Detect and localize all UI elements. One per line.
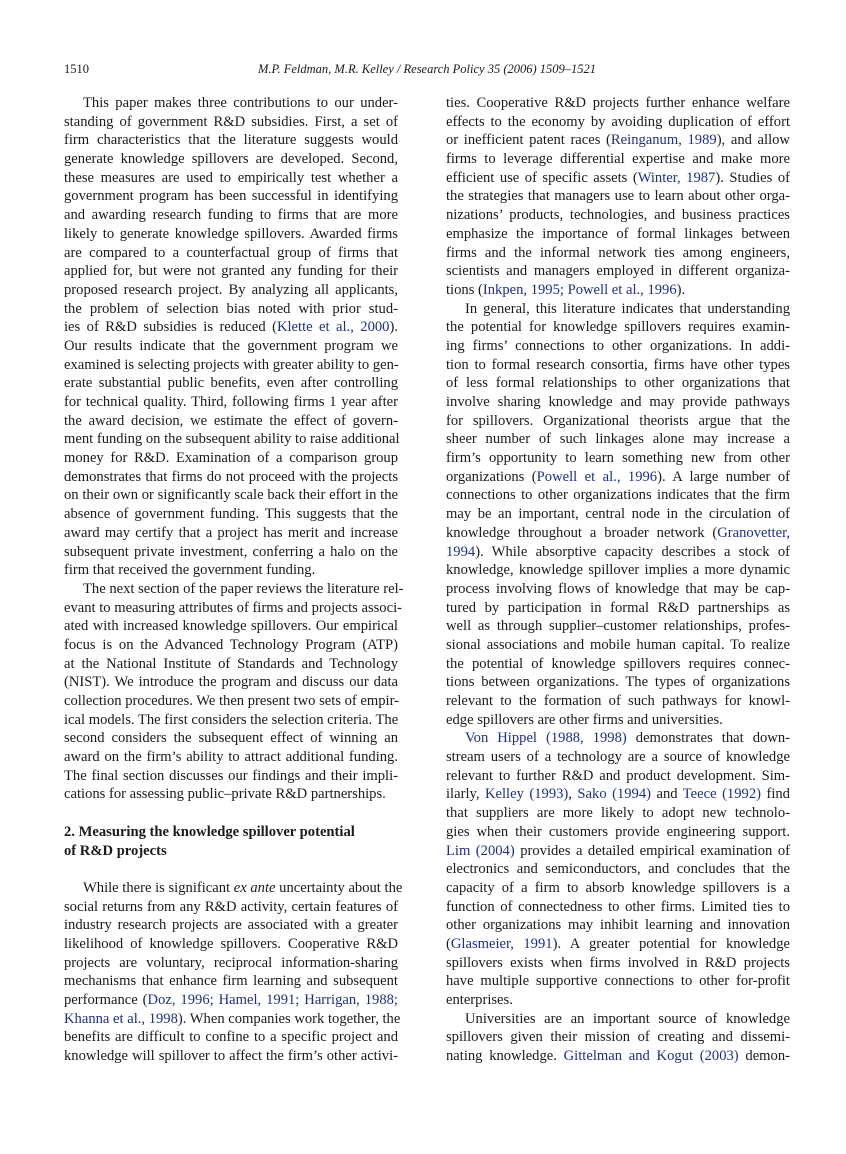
text-line: gies when their customers provide engineering support. xyxy=(446,823,790,840)
text-line: knowledge throughout a broader network (Granovetter, xyxy=(446,524,790,541)
text-line: ment funding on the subsequent ability to raise additional xyxy=(64,431,400,448)
text-line: ing firms’ connections to other organizations. In addi- xyxy=(446,337,790,354)
text-line: tions (Inkpen, 1995; Powell et al., 1996). xyxy=(446,281,686,298)
text-line: emphasize the importance of formal linkages between xyxy=(446,225,790,242)
text-line: Von Hippel (1988, 1998) demonstrates that down- xyxy=(465,730,790,747)
text-line: relevant to the formation of such pathways for knowl- xyxy=(446,693,790,709)
text-line: electronics and semiconductors, and concludes that the xyxy=(446,861,790,878)
text-line: ilarly, Kelley (1993), Sako (1994) and Teece (1992) find xyxy=(446,786,790,803)
text-line: these measures are used to empirically test whether a xyxy=(64,169,398,186)
text-line: firm characteristics that the literature suggests would xyxy=(64,132,398,149)
text-line: benefits are difficult to confine to a specific project and xyxy=(64,1029,398,1046)
paragraph-ex-ante xyxy=(64,879,403,1066)
text-line: award on the firm’s ability to attract additional funding. xyxy=(64,749,398,766)
spacer xyxy=(64,804,398,823)
section-heading xyxy=(64,823,398,860)
left-column xyxy=(64,94,404,1066)
text-line: connections to other organizations indicates that the firm xyxy=(446,487,790,504)
citation-link-gittelman-kogut-2003[interactable]: Gittelman and Kogut (2003) xyxy=(563,1048,739,1065)
text-line: (Glasmeier, 1991). A greater potential for knowledge xyxy=(446,935,791,952)
section-heading-line: 2. Measuring the knowledge spillover potential xyxy=(64,823,355,840)
citation-link-powell-1996[interactable]: Powell et al., 1996 xyxy=(536,468,658,485)
text-line: capacity of a firm to absorb knowledge spillovers is a xyxy=(446,879,790,896)
citation-link-inkpen-powell[interactable]: Inkpen, 1995; Powell et al., 1996 xyxy=(482,281,677,298)
text-line: stream users of a technology are a source of knowledge xyxy=(446,749,790,766)
text-line: the strategies that managers use to learn about other orga- xyxy=(446,188,790,205)
text-line: may be an important, central node in the circulation of xyxy=(446,506,790,523)
running-title: M.P. Feldman, M.R. Kelley / Research Policy 35 (2006) 1509–1521 xyxy=(257,62,597,76)
paragraph-in-general xyxy=(446,300,790,730)
text-line: have multiple supportive connections to other for-profit xyxy=(446,973,790,990)
text-line: nizations’ products, technologies, and business practices xyxy=(446,207,790,224)
text-line: well as through supplier–customer relationships, profes- xyxy=(446,618,790,635)
text-line: (NIST). We introduce the program and discuss our data xyxy=(64,674,398,691)
text-line: that suppliers are more likely to adopt new technolo- xyxy=(446,805,790,822)
text-line: cations for assessing public–private R&D partnerships. xyxy=(64,786,386,803)
paragraph-cooperative-continued xyxy=(446,94,790,300)
text-line: proposed research project. By analyzing all applicants, xyxy=(64,281,398,298)
citation-link-klette-2000[interactable]: Klette et al., 2000 xyxy=(276,319,390,336)
text-line: firms to leverage differential expertise and make more xyxy=(446,151,790,168)
text-line: are compared to a counterfactual group of firms that xyxy=(64,244,398,261)
text-line: edge spillovers are other firms and universities. xyxy=(446,711,723,728)
paragraph-universities xyxy=(446,1010,790,1066)
text-line: Universities are an important source of knowledge xyxy=(465,1010,790,1027)
citation-link-kelley-1993[interactable]: Kelley (1993) xyxy=(484,786,569,803)
text-line: absence of government funding. This suggests that the xyxy=(64,506,398,523)
text-line: government program has been successful in identifying xyxy=(64,188,398,205)
text-line: focus is on the Advanced Technology Program (ATP) xyxy=(64,636,398,653)
text-line: industry research projects are associated with a greater xyxy=(64,917,398,934)
text-line: on their own or significantly scale back their effort in the xyxy=(64,487,398,504)
text-line: ical models. The first considers the selection criteria. The xyxy=(64,711,399,728)
text-line: demonstrates that firms do not proceed with the projects xyxy=(64,468,398,485)
text-line: award may certify that a project has merit and increase xyxy=(64,524,398,541)
text-line: the potential for knowledge spillovers requires examin- xyxy=(446,319,790,336)
text-line: at the National Institute of Standards and Technology xyxy=(64,655,398,672)
citation-link-winter-1987[interactable]: Winter, 1987 xyxy=(637,169,716,186)
text-line: The final section discusses our findings and their impli- xyxy=(64,767,398,784)
text-line: spillovers exists when firms involved in R&D projects xyxy=(446,954,790,971)
text-line: spillovers given their mission of creating and dissemi- xyxy=(446,1029,790,1046)
text-line: sional associations and mobile human capital. To realize xyxy=(446,636,790,653)
text-line: likely to generate knowledge spillovers. Awarded firms xyxy=(64,225,398,242)
text-line: While there is significant ex ante uncertainty about the xyxy=(83,879,403,896)
text-line: of less formal relationships to other organizations that xyxy=(446,375,790,392)
text-line: the award decision, we estimate the effect of govern- xyxy=(64,412,398,429)
page-number: 1510 xyxy=(64,62,89,76)
citation-link-doz-hamel-harrigan[interactable]: Doz, 1996; Hamel, 1991; Harrigan, 1988; xyxy=(147,992,398,1008)
text-line: second considers the subsequent effect of winning an xyxy=(64,730,398,747)
citation-link-von-hippel[interactable]: Von Hippel (1988, 1998) xyxy=(465,730,627,747)
text-line: social returns from any R&D activity, certain features of xyxy=(64,898,398,915)
text-line: and awarding research funding to firms that are more xyxy=(64,207,398,224)
citation-link-granovetter-1994[interactable]: Granovetter, xyxy=(717,524,790,541)
text-line: 1994). While absorptive capacity describes a stock of xyxy=(446,543,790,560)
text-line: The next section of the paper reviews the literature rel- xyxy=(83,580,404,597)
text-line: ated with increased knowledge spillovers. Our empirical xyxy=(64,618,398,635)
text-line: examined is selecting projects with greater ability to gen- xyxy=(64,356,399,373)
text-line: for spillovers. Organizational theorists argue that the xyxy=(446,412,790,429)
right-column xyxy=(446,94,790,1066)
text-line: likelihood of knowledge spillovers. Cooperative R&D xyxy=(64,935,398,952)
paragraph-contributions xyxy=(64,94,398,580)
text-line: organizations (Powell et al., 1996). A large number of xyxy=(446,468,790,485)
text-line: erate substantial public benefits, even after controlling xyxy=(64,375,398,392)
text-line: nating knowledge. Gittelman and Kogut (2003) demon- xyxy=(446,1048,790,1065)
text-line: enterprises. xyxy=(446,992,513,1008)
section-heading-line: of R&D projects xyxy=(64,842,167,859)
text-line: the potential of knowledge spillovers requires connec- xyxy=(446,655,790,672)
paragraph-von-hippel xyxy=(446,729,790,1009)
text-line: tions between organizations. The types of organizations xyxy=(446,674,790,691)
text-line: efficient use of specific assets (Winter, 1987). Studies of xyxy=(446,169,790,186)
text-line: Our results indicate that the government program we xyxy=(64,337,398,354)
paragraph-next-section xyxy=(64,580,404,804)
citation-link-sako-1994[interactable]: Sako (1994) xyxy=(577,786,651,803)
text-line: firm’s opportunity to learn something new from other xyxy=(446,450,790,467)
text-line: effects to the economy by avoiding duplication of effort xyxy=(446,113,790,130)
text-line: evant to measuring attributes of firms and projects associ- xyxy=(64,599,402,616)
text-line: firm that received the government funding. xyxy=(64,562,316,579)
citation-link-lim-2004[interactable]: Lim (2004) xyxy=(446,842,515,859)
text-line: function of connectedness to other firms. Limited ties to xyxy=(446,898,790,915)
text-line: collection procedures. We then present two sets of empir- xyxy=(64,693,400,709)
text-line: sheer number of such linkages alone may increase a xyxy=(446,431,790,448)
text-line: performance (Doz, 1996; Hamel, 1991; Harrigan, 1988; xyxy=(64,992,398,1008)
citation-link-reinganum-1989[interactable]: Reinganum, 1989 xyxy=(610,132,717,149)
text-line: process involving flows of knowledge that may be cap- xyxy=(446,580,790,597)
text-line: tion to formal research consortia, firms have other types xyxy=(446,356,790,373)
text-line: relevant to further R&D and product development. Sim- xyxy=(446,767,790,784)
text-line: scientists and managers employed in different organiza- xyxy=(446,263,790,280)
text-line: ties. Cooperative R&D projects further enhance welfare xyxy=(446,95,790,111)
text-line: Khanna et al., 1998). When companies work together, the xyxy=(64,1010,401,1027)
running-header xyxy=(64,62,790,82)
text-line: This paper makes three contributions to our under- xyxy=(83,95,398,111)
text-line: In general, this literature indicates that understanding xyxy=(465,300,790,317)
text-line: for technical quality. Third, following firms 1 year after xyxy=(64,394,398,410)
text-line: knowledge, knowledge spillover implies a more dynamic xyxy=(446,562,790,579)
text-line: or inefficient patent races (Reinganum, 1989), and allow xyxy=(446,132,790,149)
text-line: firms and the informal network ties among engineers, xyxy=(446,244,790,261)
text-line: ies of R&D subsidies is reduced (Klette et al., 2000). xyxy=(64,319,398,336)
citation-link-granovetter-1994-year[interactable]: 1994 xyxy=(446,543,476,560)
text-line: mechanisms that enhance firm learning and subsequent xyxy=(64,973,398,990)
text-line: knowledge will spillover to affect the firm’s other activi- xyxy=(64,1048,398,1065)
spacer xyxy=(64,860,398,879)
citation-link-glasmeier-1991[interactable]: Glasmeier, 1991 xyxy=(450,935,553,952)
text-line: Lim (2004) provides a detailed empirical examination of xyxy=(446,842,790,859)
text-line: involve sharing knowledge and may provide pathways xyxy=(446,394,790,410)
text-line: the problem of selection bias noted with prior stud- xyxy=(64,300,398,317)
text-line: applied for, but were not granted any funding for their xyxy=(64,263,398,280)
text-line: other organizations may inhibit learning and innovation xyxy=(446,917,790,934)
text-line: subsequent private investment, conferring a halo on the xyxy=(64,543,398,560)
citation-link-teece-1992[interactable]: Teece (1992) xyxy=(682,786,761,803)
text-line: generate knowledge spillovers are developed. Second, xyxy=(64,151,398,168)
text-line: tured by participation in formal R&D partnerships as xyxy=(446,599,790,616)
text-line: standing of government R&D subsidies. First, a set of xyxy=(64,113,398,130)
text-line: money for R&D. Examination of a comparison group xyxy=(64,450,398,467)
text-line: projects are voluntary, reciprocal information-sharing xyxy=(64,954,398,971)
citation-link-khanna-1998[interactable]: Khanna et al., 1998 xyxy=(64,1010,178,1027)
